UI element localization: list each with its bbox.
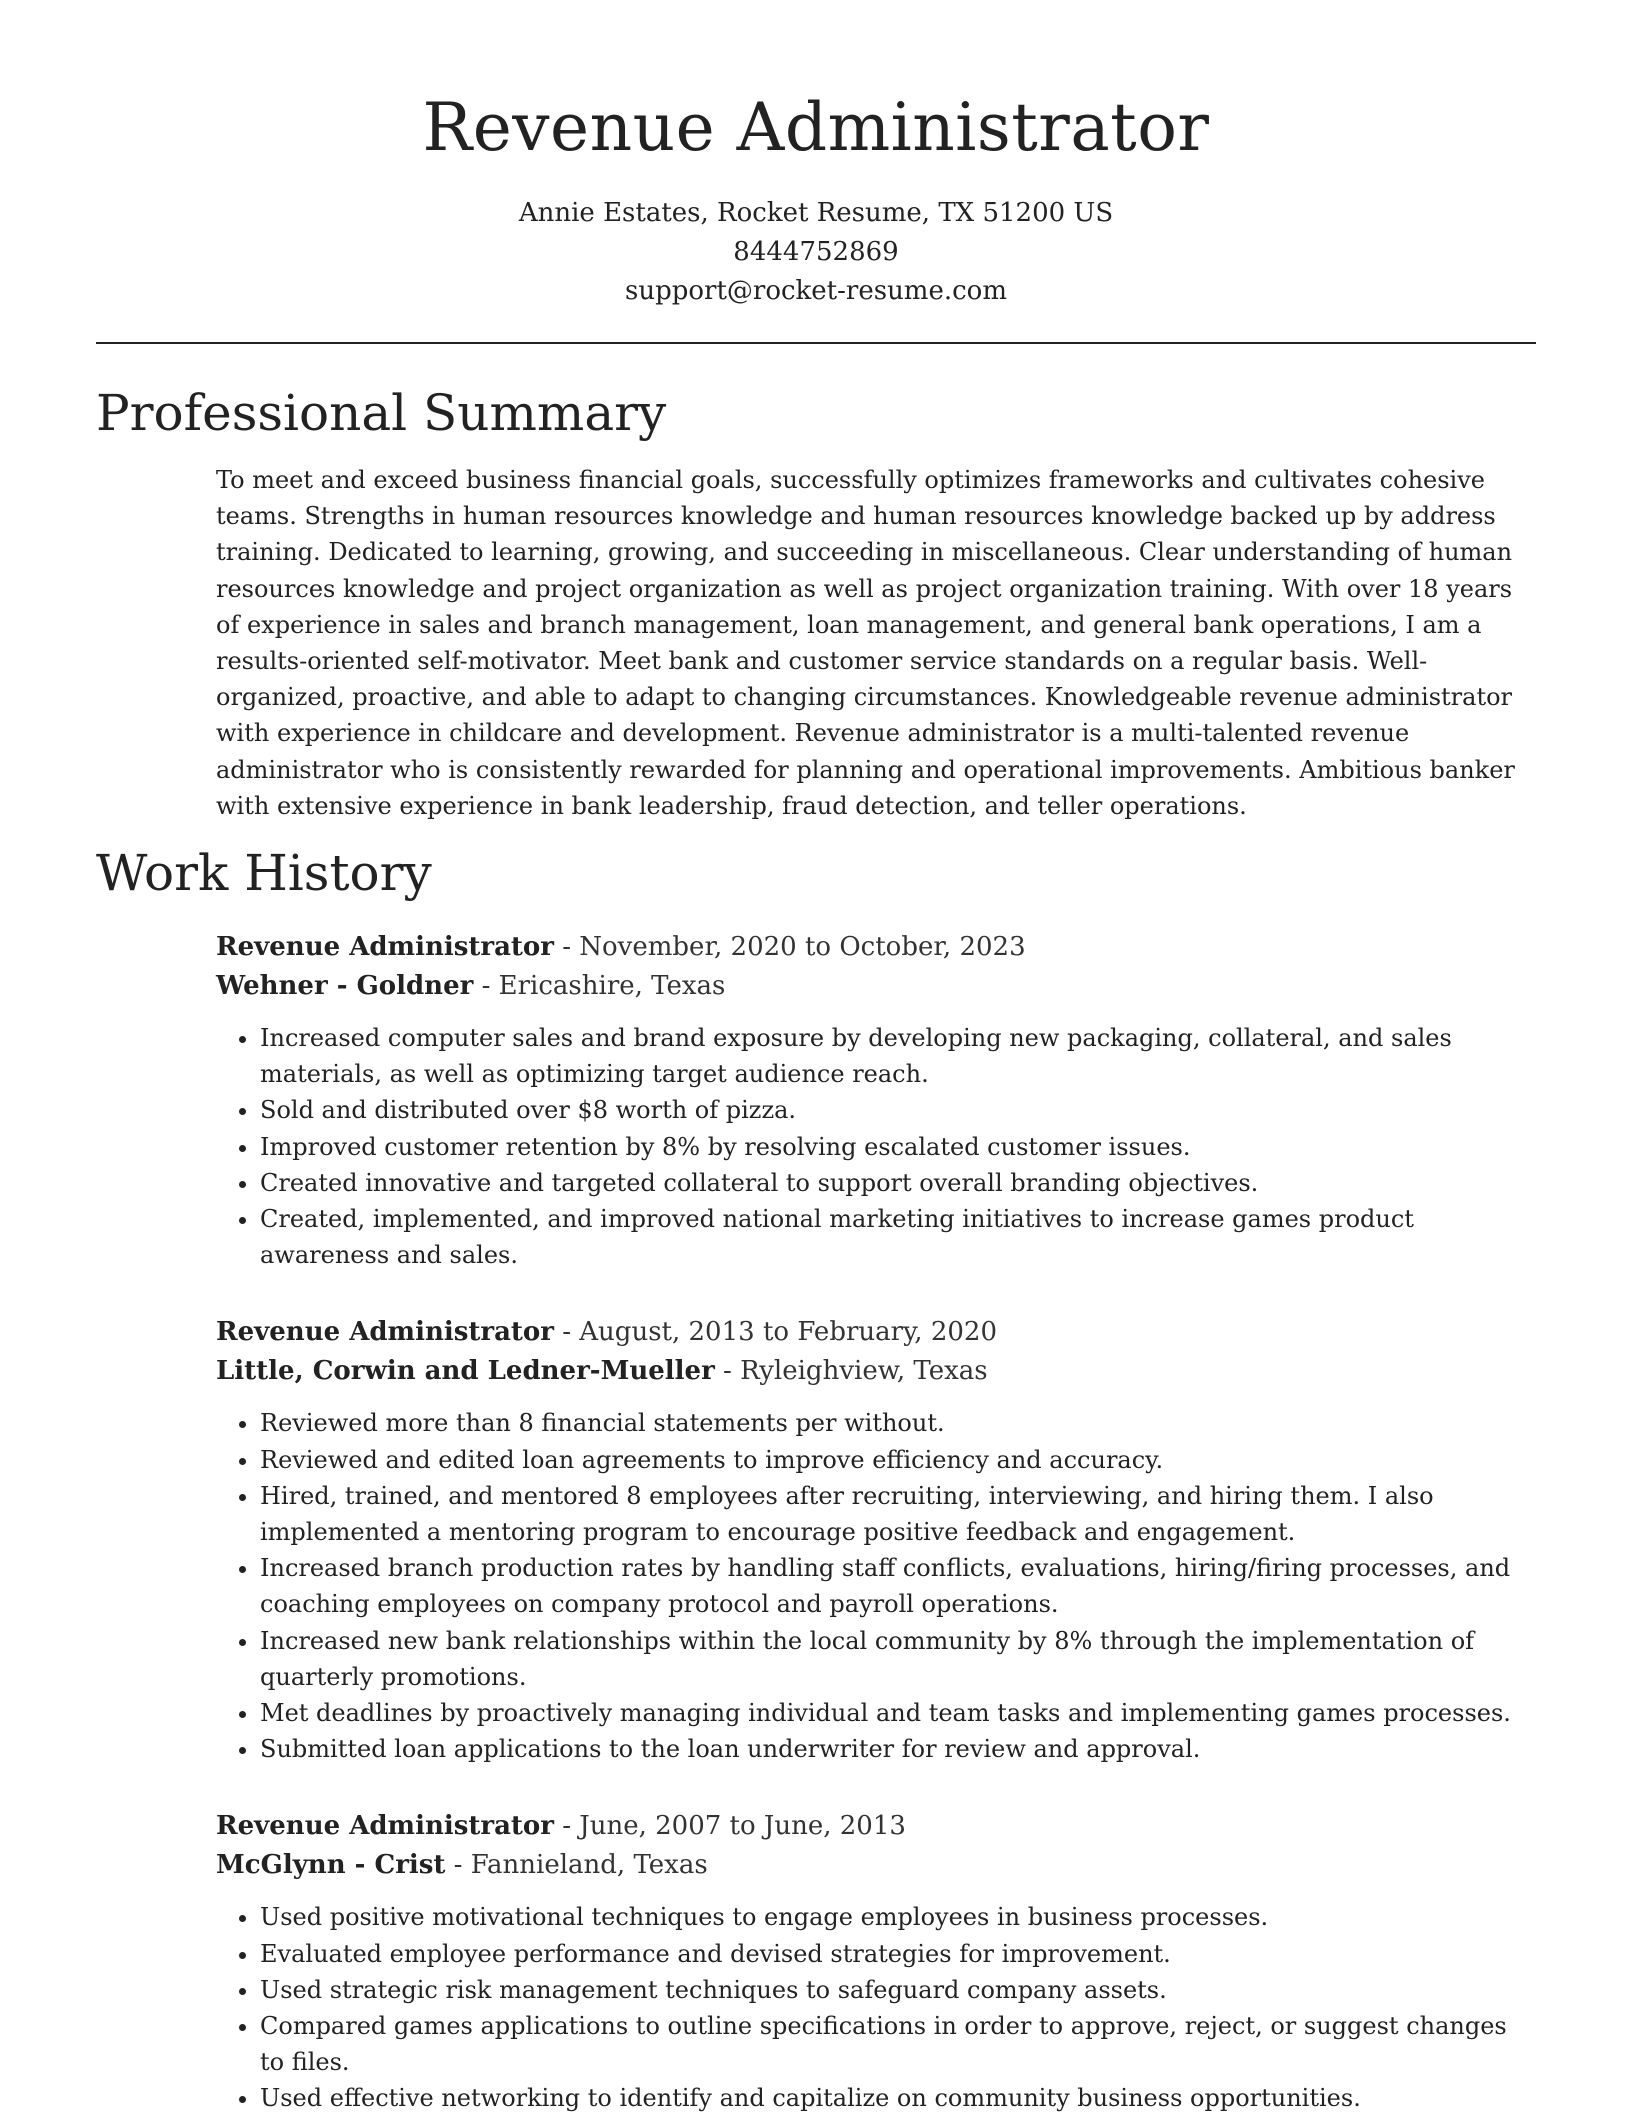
job-bullet: • Created, implemented, and improved national marketing initiatives to increase games product awareness and sales. — [260, 1201, 1536, 1273]
job-company: McGlynn - Crist — [216, 1850, 446, 1881]
job-role: Revenue Administrator — [216, 1317, 554, 1348]
job-location: - Ericashire, Texas — [473, 971, 726, 1001]
job-bullets — [216, 1899, 1536, 2112]
job-bullet: • Used positive motivational techniques to engage employees in business processes. — [260, 1899, 1536, 1935]
summary-heading: Professional Summary — [96, 384, 667, 442]
job-bullet: • Improved customer retention by 8% by resolving escalated customer issues. — [260, 1129, 1536, 1165]
job-bullet: • Used effective networking to identify and capitalize on community business opportunities. — [260, 2080, 1536, 2112]
resume-header — [0, 0, 1632, 311]
job-bullet: • Increased computer sales and brand exposure by developing new packaging, collateral, and sales materials, as well as optimizing target audience reach. — [260, 1020, 1536, 1092]
job-dates: - June, 2007 to June, 2013 — [553, 1811, 906, 1842]
job-company-line — [216, 1352, 1536, 1391]
job-entry — [216, 928, 1536, 1273]
job-title-line — [216, 928, 1536, 967]
job-role: Revenue Administrator — [216, 932, 554, 962]
job-company: Wehner - Goldner — [216, 971, 474, 1001]
job-bullets — [216, 1405, 1536, 1767]
job-bullet: • Evaluated employee performance and devised strategies for improvement. — [260, 1936, 1536, 1972]
job-role: Revenue Administrator — [216, 1811, 554, 1842]
job-location: - Fannieland, Texas — [445, 1850, 708, 1881]
job-dates: - August, 2013 to February, 2020 — [553, 1317, 997, 1348]
job-bullet: • Reviewed more than 8 financial statements per without. — [260, 1405, 1536, 1441]
job-title-line — [216, 1807, 1536, 1846]
job-company-line — [216, 1846, 1536, 1885]
work-history-list — [216, 928, 1536, 2112]
contact-email: support@rocket-resume.com — [624, 276, 1007, 306]
job-title-line — [216, 1313, 1536, 1352]
contact-block — [0, 194, 1632, 311]
job-bullet: • Created innovative and targeted collateral to support overall branding objectives. — [260, 1165, 1536, 1201]
work-history-heading: Work History — [96, 844, 432, 902]
job-bullet: • Reviewed and edited loan agreements to improve efficiency and accuracy. — [260, 1442, 1536, 1478]
job-bullet: • Met deadlines by proactively managing individual and team tasks and implementing games processes. — [260, 1695, 1536, 1731]
job-company-line — [216, 967, 1536, 1006]
contact-address: Annie Estates, Rocket Resume, TX 51200 US — [518, 198, 1114, 228]
job-dates: - November, 2020 to October, 2023 — [553, 932, 1026, 962]
job-bullet: • Hired, trained, and mentored 8 employees after recruiting, interviewing, and hiring them. I also implemented a mentoring program to encourage positive feedback and engagement. — [260, 1478, 1536, 1550]
contact-phone: 8444752869 — [733, 237, 899, 267]
job-company: Little, Corwin and Ledner-Mueller — [216, 1356, 715, 1387]
summary-text: To meet and exceed business financial goals, successfully optimizes frameworks and cultivates cohesive teams. Strengths in human resources knowledge and human resources knowledge backed up by address training. Dedicated to learning, growing, and succeeding in miscellaneous. Clear understanding of human resources knowledge and project organization as well as project organization training. With over 18 years of experience in sales and branch management, loan management, and general bank operations, I am a results-oriented self-motivator. Meet bank and customer service standards on a regular basis. Well-organized, proactive, and able to adapt to changing circumstances. Knowledgeable revenue administrator with experience in childcare and development. Revenue administrator is a multi-talented revenue administrator who is consistently rewarded for planning and operational improvements. Ambitious banker with extensive experience in bank leadership, fraud detection, and teller operations. — [216, 466, 1515, 820]
job-bullet: • Compared games applications to outline specifications in order to approve, reject, or suggest changes to files. — [260, 2008, 1536, 2080]
job-bullet: • Increased branch production rates by handling staff conflicts, evaluations, hiring/firing processes, and coaching employees on company protocol and payroll operations. — [260, 1550, 1536, 1622]
resume-name: Revenue Administrator — [422, 89, 1210, 166]
header-divider — [96, 342, 1536, 344]
job-bullet: • Increased new bank relationships within the local community by 8% through the implementation of quarterly promotions. — [260, 1623, 1536, 1695]
job-bullet: • Submitted loan applications to the loan underwriter for review and approval. — [260, 1731, 1536, 1767]
job-location: - Ryleighview, Texas — [714, 1356, 988, 1387]
job-bullet: • Used strategic risk management techniques to safeguard company assets. — [260, 1972, 1536, 2008]
job-bullet: • Sold and distributed over $8 worth of pizza. — [260, 1092, 1536, 1128]
job-bullets — [216, 1020, 1536, 1273]
job-entry — [216, 1807, 1536, 2112]
job-entry — [216, 1313, 1536, 1767]
